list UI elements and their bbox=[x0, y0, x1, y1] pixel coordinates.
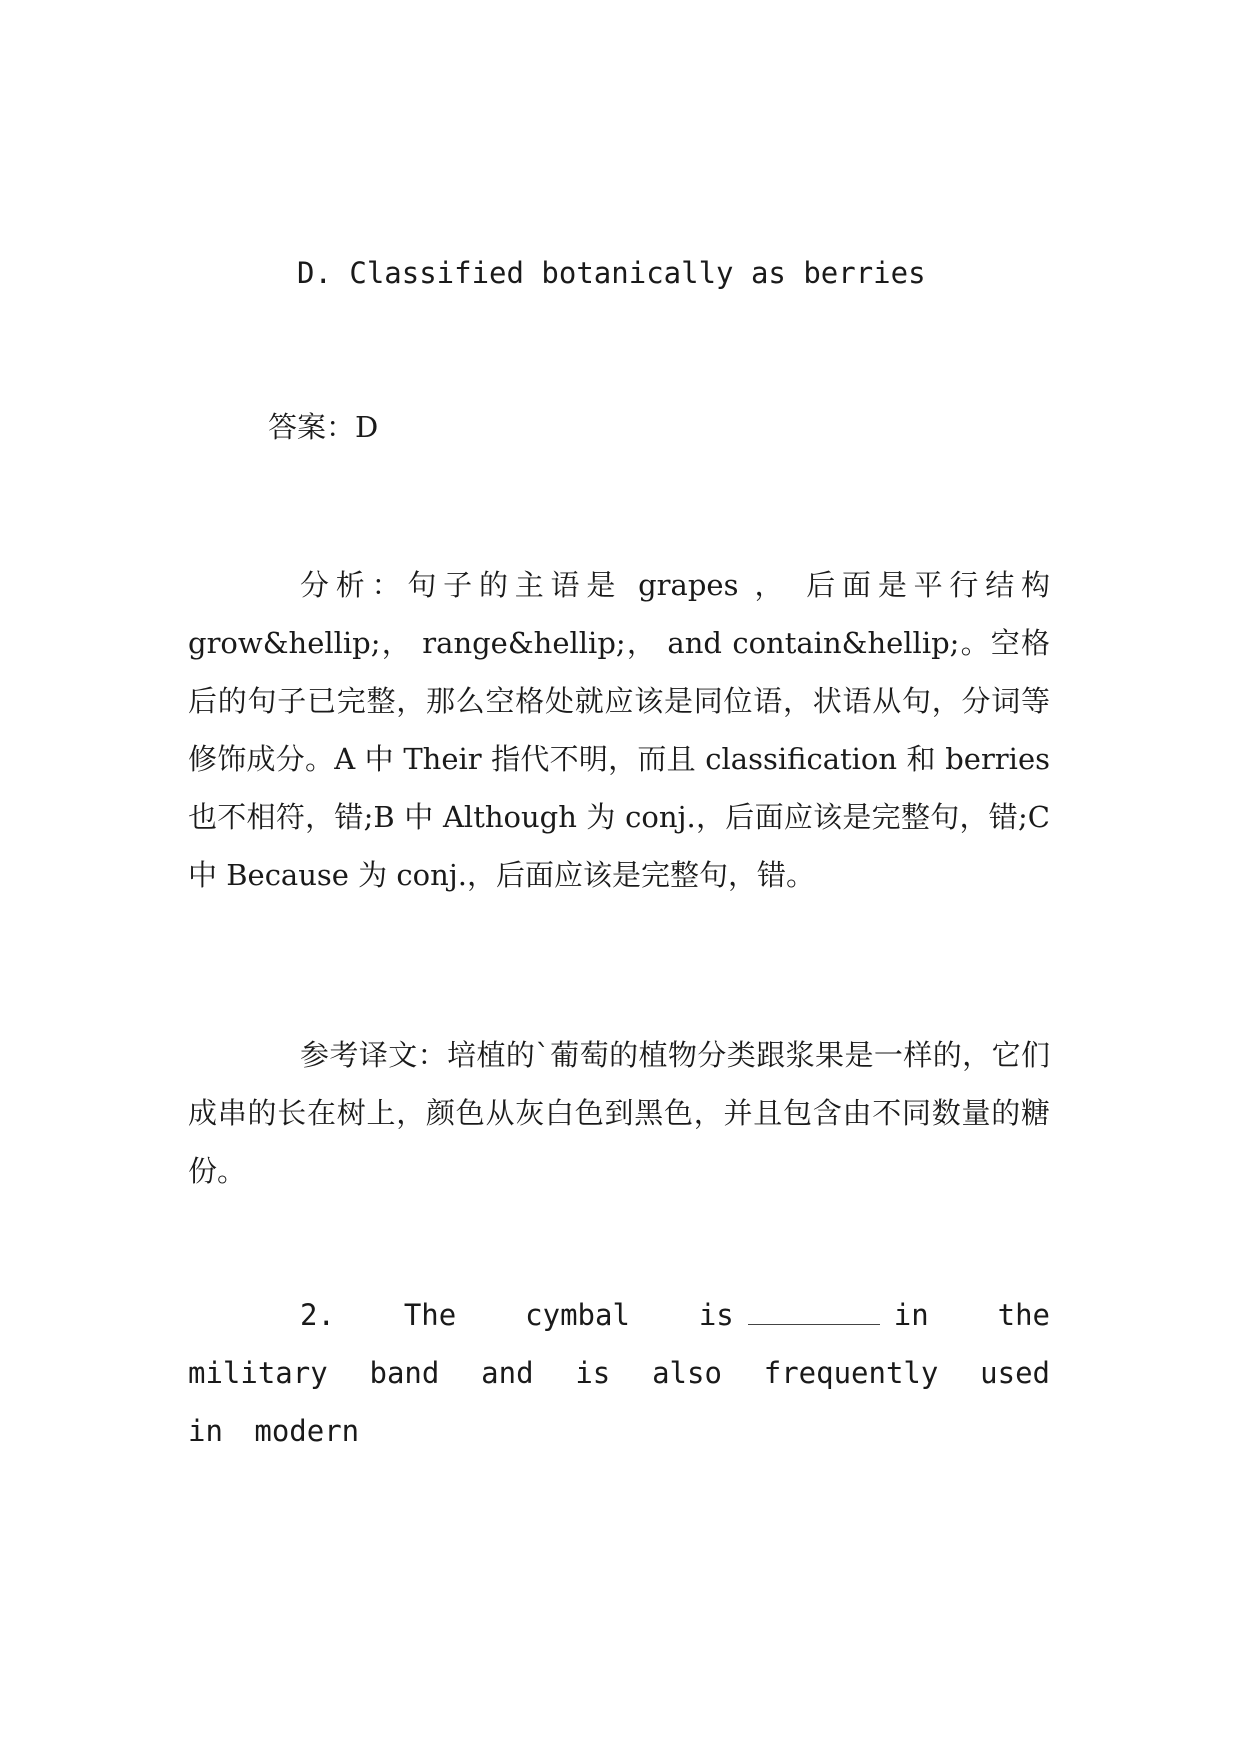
translation-paragraph: 参考译文：培植的`葡萄的植物分类跟浆果是一样的，它们成串的长在树上，颜色从灰白色到黑色，并且包含由不同数量的糖份。 bbox=[188, 1038, 1050, 1188]
option-d: D. Classified botanically as berries bbox=[297, 256, 926, 290]
analysis-paragraph: 分析：句子的主语是 grapes ， 后面是平行结构 grow&hellip;， range&hellip;， and contain&hellip;。空格后的句子已完整，那么空格处就应该是同位语，状语从句，分词等修饰成分。A 中 Their 指代不明，而且 classification 和 berries 也不相符，错;B 中 Although 为 conj.，后面应该是完整句，错;C 中 Because 为 conj.，后面应该是完整句，错。 bbox=[188, 568, 1050, 892]
question-2-after-blank: in the military band and is also frequently used in modern bbox=[188, 1298, 1050, 1448]
answer-line: 答案：D bbox=[268, 410, 379, 444]
question-2 bbox=[188, 1286, 1050, 1460]
answer-blank bbox=[748, 1323, 880, 1325]
question-2-before-blank: 2. The cymbal is bbox=[300, 1298, 734, 1332]
